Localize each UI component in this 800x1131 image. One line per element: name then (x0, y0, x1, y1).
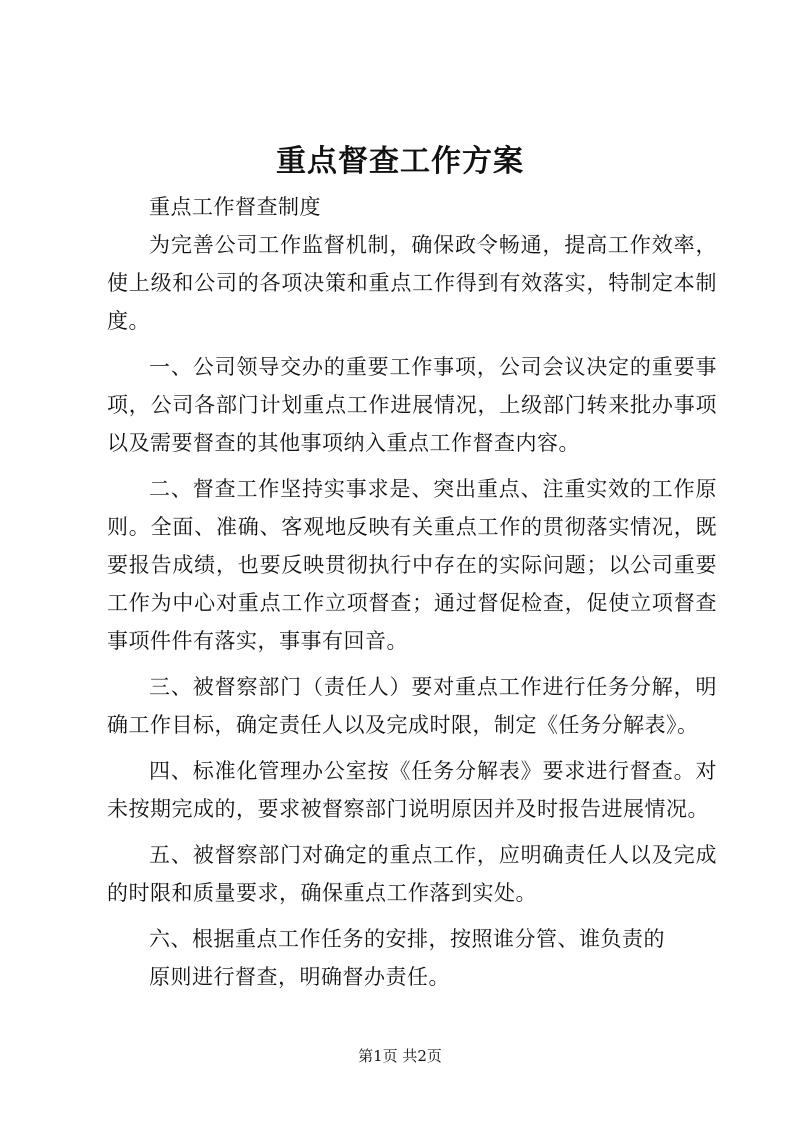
document-title: 重点督查工作方案 (276, 144, 524, 179)
document-subtitle: 重点工作督查制度 (149, 195, 321, 219)
section-6-paragraph-line2: 原则进行督查，明确督办责任。 (149, 965, 450, 989)
section-1-paragraph: 一、公司领导交办的重要工作事项，公司会议决定的重要事项，公司各部门计划重点工作进展情况，上级部门转来批办事项以及需要督查的其他事项纳入重点工作督查内容。 (107, 355, 717, 455)
intro-paragraph: 为完善公司工作监督机制，确保政令畅通，提高工作效率，使上级和公司的各项决策和重点工作得到有效落实，特制定本制度。 (107, 233, 717, 333)
section-4-paragraph: 四、标准化管理办公室按《任务分解表》要求进行督查。对未按期完成的，要求被督察部门说明原因并及时报告进展情况。 (107, 759, 717, 821)
page-number-label: 第1页 共2页 (358, 1047, 442, 1065)
page-footer (0, 1046, 800, 1066)
section-3-paragraph: 三、被督察部门（责任人）要对重点工作进行任务分解，明确工作目标，确定责任人以及完成时限，制定《任务分解表》。 (107, 675, 717, 737)
document-body (107, 188, 717, 996)
section-2-paragraph: 二、督查工作坚持实事求是、突出重点、注重实效的工作原则。全面、准确、客观地反映有关重点工作的贯彻落实情况，既要报告成绩，也要反映贯彻执行中存在的实际问题；以公司重要工作为中心对重点工作立项督查；通过督促检查，促使立项督查事项件件有落实，事事有回音。 (107, 477, 717, 653)
section-5-paragraph: 五、被督察部门对确定的重点工作，应明确责任人以及完成的时限和质量要求，确保重点工作落到实处。 (107, 843, 717, 905)
section-6-paragraph-line1: 六、根据重点工作任务的安排，按照谁分管、谁负责的 (149, 927, 665, 951)
